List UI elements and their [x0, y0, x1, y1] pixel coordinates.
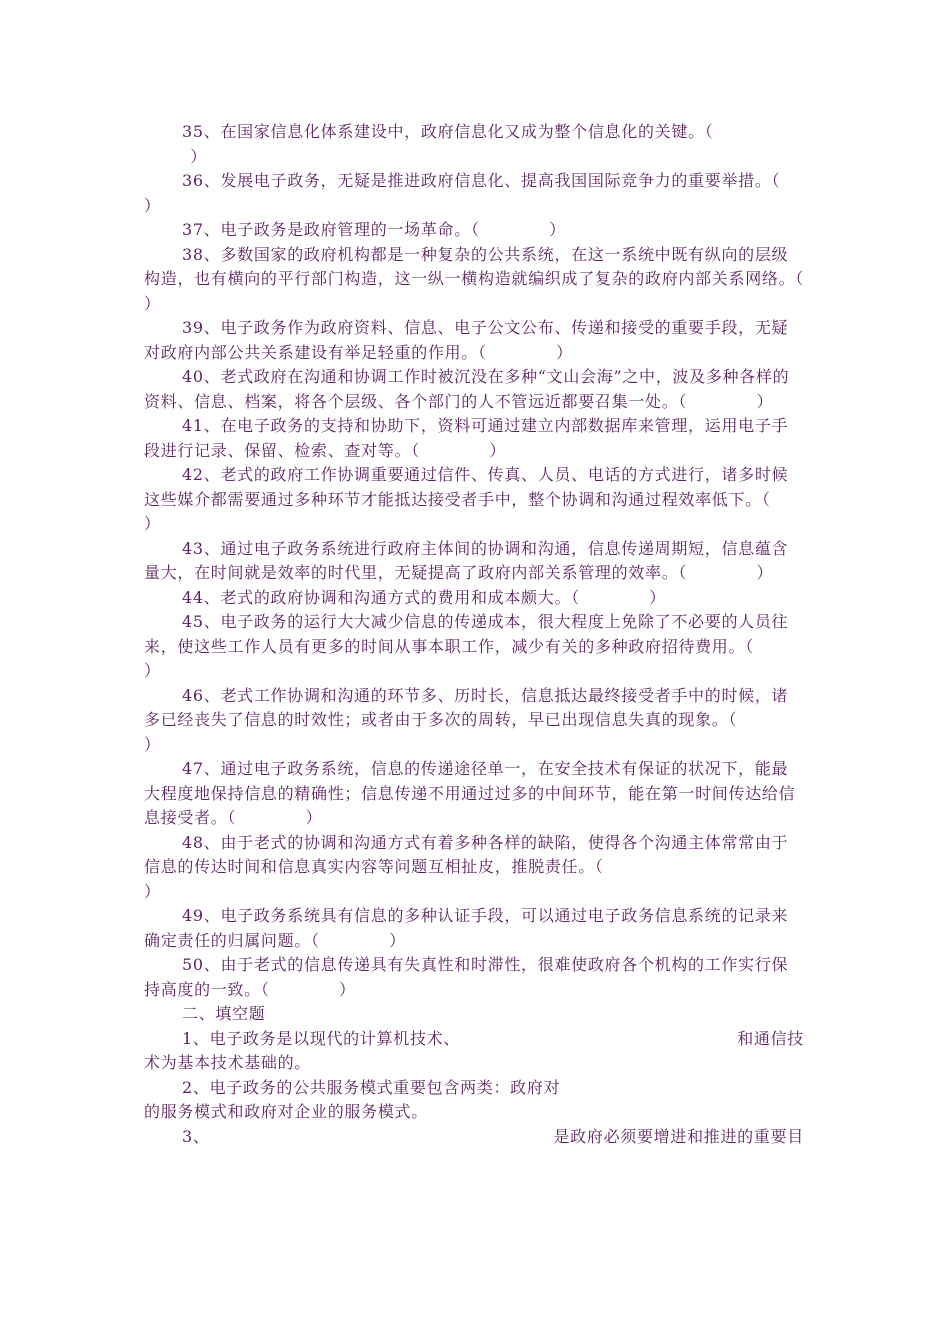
- question-item: 45、电子政务的运行大大减少信息的传递成本，很大程度上免除了不必要的人员往来，使这些工作人员有更多的时间从事本职工作，减少有关的多种政府招待费用。（ ）: [144, 612, 824, 680]
- fill-q1-text: 1、电子政务是以现代的计算机技术、: [182, 1028, 461, 1048]
- question-item: 41、在电子政务的支持和协助下，资料可通过建立内部数据库来管理，运用电子手段进行记录、保留、检索、查对等。（ ）: [144, 416, 789, 460]
- question-item: 40、老式政府在沟通和协调工作时被沉没在多种“文山会海”之中，波及多种各样的资料、信息、档案，将各个层级、各个部门的人不管远近都要召集一处。（ ）: [144, 367, 790, 411]
- question-item: 49、电子政务系统具有信息的多种认证手段，可以通过电子政务信息系统的记录来确定责任的归属问题。（ ）: [144, 906, 789, 950]
- question-item: 39、电子政务作为政府资料、信息、电子公文公布、传递和接受的重要手段，无疑对政府内部公共关系建设有举足轻重的作用。（ ）: [144, 318, 789, 362]
- fill-q1-continuation: 术为基本技术基础的。: [144, 1053, 312, 1072]
- question-item: 37、电子政务是政府管理的一场革命。（ ）: [182, 220, 566, 239]
- fill-q2-continuation: 的服务模式和政府对企业的服务模式。: [144, 1102, 428, 1121]
- fill-q3-number: 3、: [182, 1126, 210, 1146]
- section-title: 二、填空题: [182, 1004, 266, 1023]
- fill-question-2: 2、电子政务的公共服务模式重要包含两类：政府对: [182, 1077, 561, 1097]
- fill-q3-text: 是政府必须要增进和推进的重要目: [553, 1126, 804, 1146]
- question-item: 35、在国家信息化体系建设中，政府信息化又成为整个信息化的关键。（ ）: [182, 122, 714, 166]
- question-item: 36、发展电子政务，无疑是推进政府信息化、提高我国国际竞争力的重要举措。（ ）: [144, 171, 850, 215]
- true-false-questions: [144, 120, 874, 1002]
- fill-question-1: [144, 1027, 804, 1052]
- question-item: 50、由于老式的信息传递具有失真性和时滞性，很难使政府各个机构的工作实行保持高度的一致。（ ）: [144, 955, 789, 999]
- fill-q1-text-right: 和通信技: [737, 1028, 804, 1048]
- question-item: 44、老式的政府协调和沟通方式的费用和成本颇大。（ ）: [182, 587, 666, 607]
- question-item: 43、通过电子政务系统进行政府主体间的协调和沟通，信息传递周期短，信息蕴含量大，在时间就是效率的时代里，无疑提高了政府内部关系管理的效率。（ ）: [144, 538, 789, 582]
- document-body: [144, 120, 874, 1149]
- question-item: 47、通过电子政务系统，信息的传递途径单一，在安全技术有保证的状况下，能最大程度地保持信息的精确性；信息传递不用通过过多的中间环节，能在第一时间传达给信息接受者。（ ）: [144, 759, 796, 827]
- question-item: 38、多数国家的政府机构都是一种复杂的公共系统，在这一系统中既有纵向的层级构造，也有横向的平行部门构造，这一纵一横构造就编织成了复杂的政府内部关系网络。（ ）: [144, 244, 874, 313]
- question-item: 46、老式工作协调和沟通的环节多、历时长，信息抵达最终接受者手中的时候，诸多已经丧失了信息的时效性；或者由于多次的周转，早已出现信息失真的现象。（ ）: [144, 685, 807, 754]
- question-item: 42、老式的政府工作协调重要通过信件、传真、人员、电话的方式进行，诸多时候这些媒介都需要通过多种环节才能抵达接受者手中，整个协调和沟通过程效率低下。（ ）: [144, 465, 841, 533]
- question-item: 48、由于老式的协调和沟通方式有着多种各样的缺陷，使得各个沟通主体常常由于信息的传达时间和信息真实内容等问题互相扯皮，推脱责任。（ ）: [144, 832, 789, 901]
- fill-question-3: [144, 1125, 804, 1150]
